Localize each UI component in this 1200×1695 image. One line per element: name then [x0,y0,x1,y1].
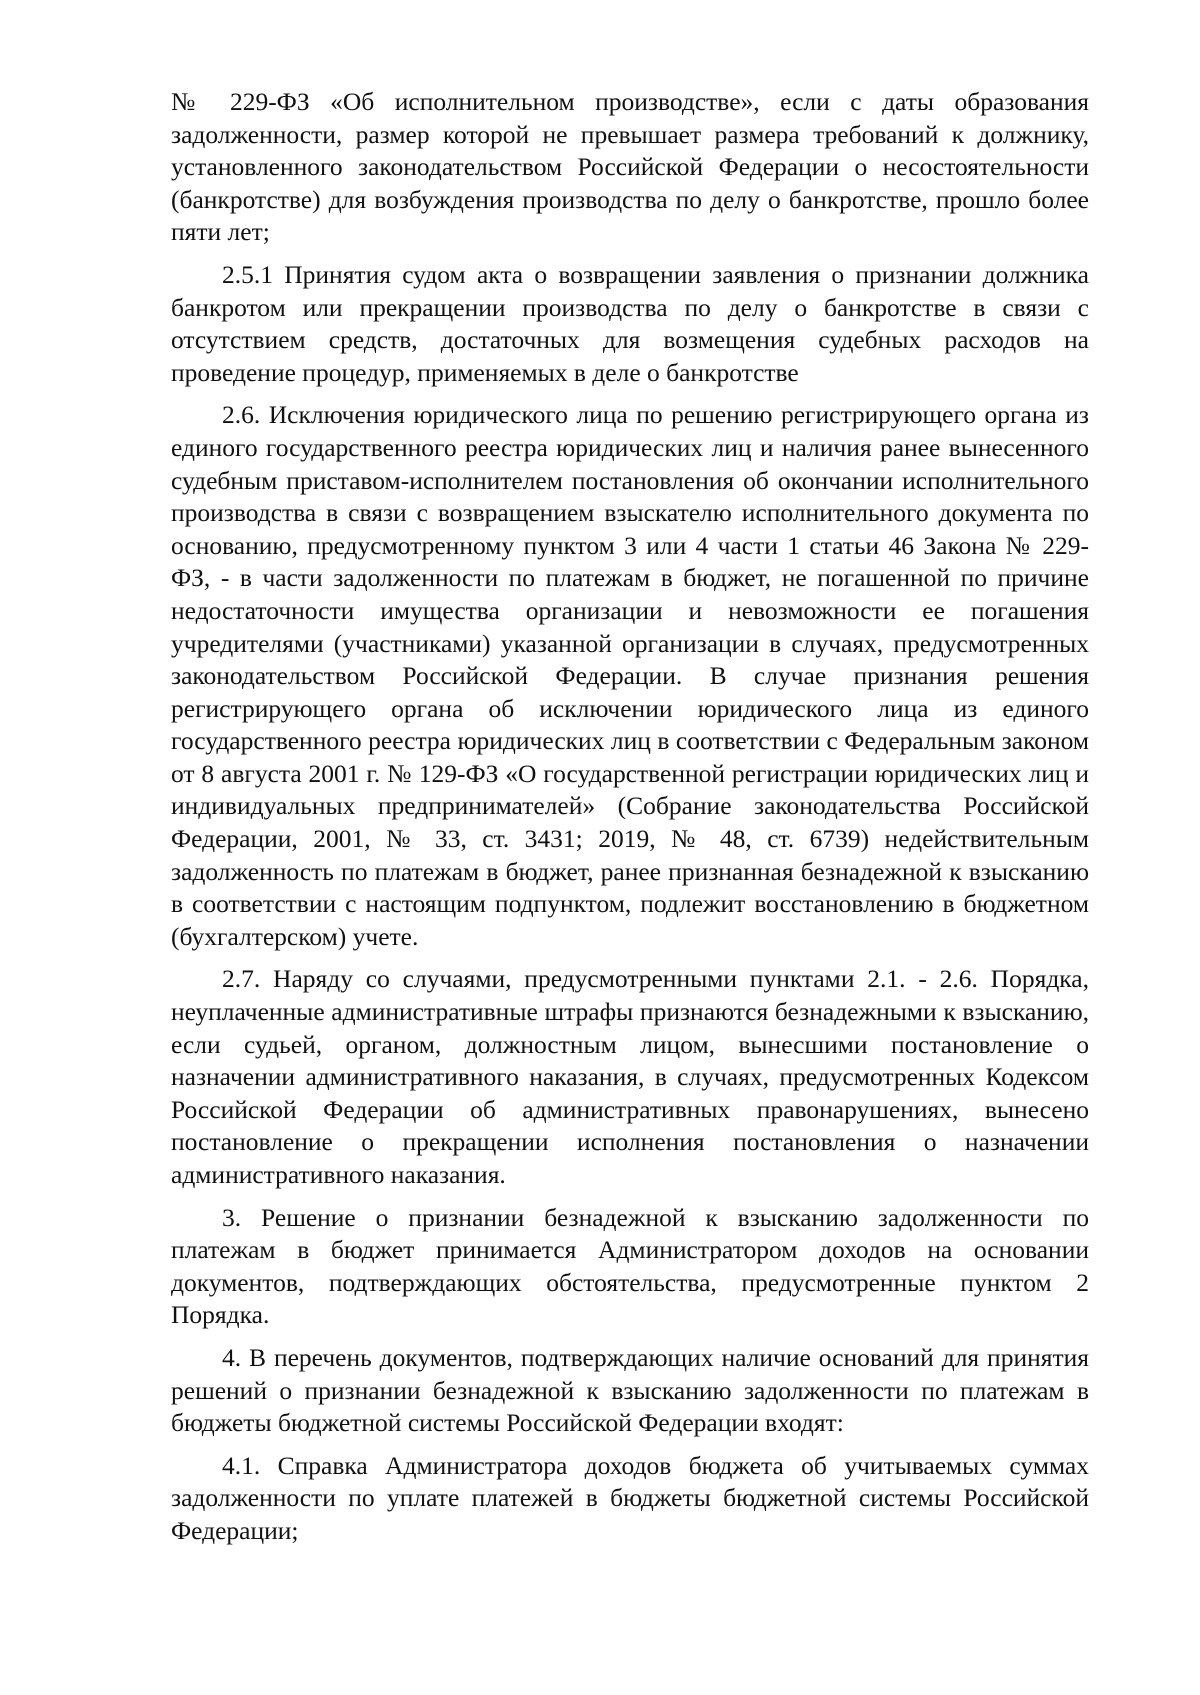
paragraph-4-1: 4.1. Справка Администратора доходов бюджета об учитываемых суммах задолженности по уплате платежей в бюджеты бюджетной системы Российской Федерации; [171,1450,1089,1545]
paragraph-4: 4. В перечень документов, подтверждающих наличие оснований для принятия решений о признании безнадежной к взысканию задолженности по платежам в бюджеты бюджетной системы Российской Федерации входят: [171,1342,1089,1438]
paragraph-2-5-1: 2.5.1 Принятия судом акта о возвращении заявления о признании должника банкротом или прекращении производства по делу о банкротстве в связи с отсутствием средств, достаточных для возмещения судебных расходов на проведение процедур, применяемых в деле о банкротстве [171,259,1089,387]
paragraph-2-6: 2.6. Исключения юридического лица по решению регистрирующего органа из единого государственного реестра юридических лиц и наличия ранее вынесенного судебным приставом-исполнителем постановления об окончании исполнительного производства в связи с возвращением взыскателю исполнительного документа по основанию, предусмотренному пунктом 3 или 4 части 1 статьи 46 Закона № 229-ФЗ, - в части задолженности по платежам в бюджет, не погашенной по причине недостаточности имущества организации и невозможности ее погашения учредителями (участниками) указанной организации в случаях, предусмотренных законодательством Российской Федерации. В случае признания решения регистрирующего органа об исключении юридического лица из единого государственного реестра юридических лиц в соответствии с Федеральным законом от 8 августа 2001 г. № 129-ФЗ «О государственной регистрации юридических лиц и индивидуальных предпринимателей» (Собрание законодательства Российской Федерации, 2001, № 33, ст. 3431; 2019, № 48, ст. 6739) недействительным задолженность по платежам в бюджет, ранее признанная безнадежной к взысканию в соответствии с настоящим подпунктом, подлежит восстановлению в бюджетном (бухгалтерском) учете. [171,400,1089,951]
document-body [171,86,1089,1548]
paragraph-2-7: 2.7. Наряду со случаями, предусмотренными пунктами 2.1. - 2.6. Порядка, неуплаченные административные штрафы признаются безнадежными к взысканию, если судьей, органом, должностным лицом, вынесшими постановление о назначении административного наказания, в случаях, предусмотренных Кодексом Российской Федерации об административных правонарушениях, вынесено постановление о прекращении исполнения постановления о назначении административного наказания. [171,964,1089,1189]
paragraph-3: 3. Решение о признании безнадежной к взысканию задолженности по платежам в бюджет принимается Администратором доходов на основании документов, подтверждающих обстоятельства, предусмотренные пунктом 2 Порядка. [171,1202,1089,1330]
paragraph-continuation-229fz: № 229-ФЗ «Об исполнительном производстве», если с даты образования задолженности, размер которой не превышает размера требований к должнику, установленного законодательством Российской Федерации о несостоятельности (банкротстве) для возбуждения производства по делу о банкротстве, прошло более пяти лет; [171,87,1089,247]
